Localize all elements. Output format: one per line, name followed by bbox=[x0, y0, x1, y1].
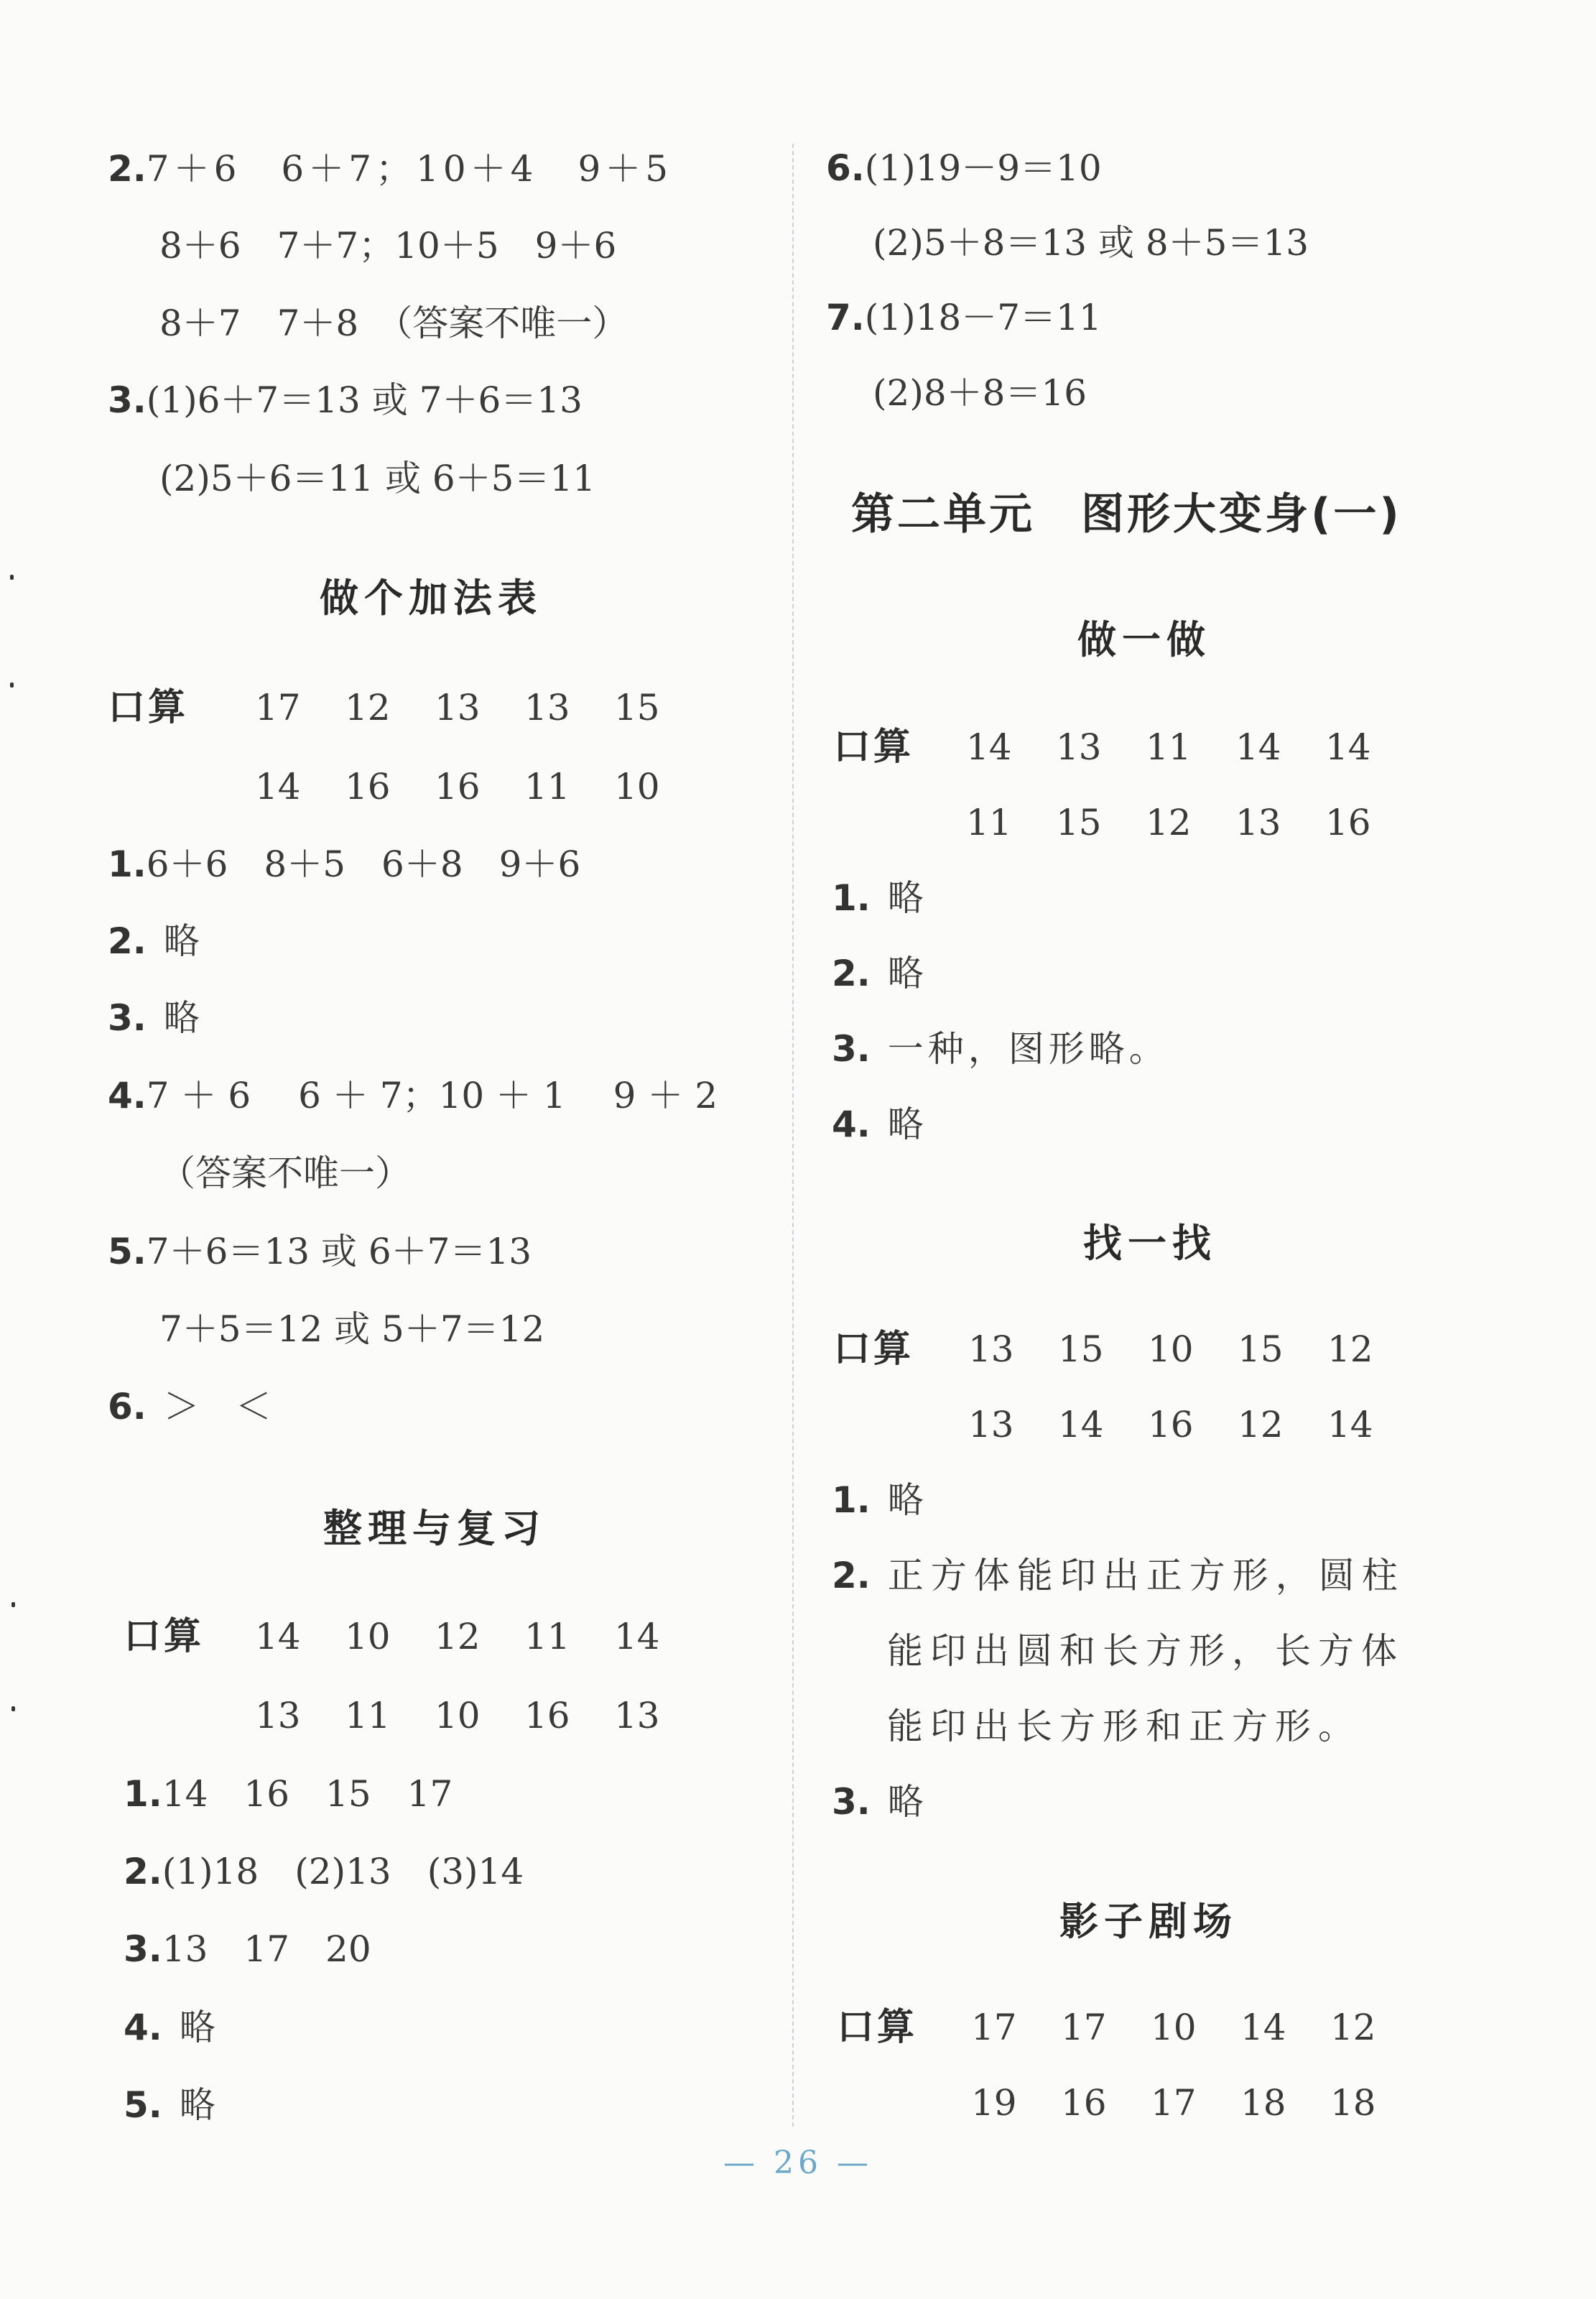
list-item: 3.13 17 20 bbox=[124, 1928, 371, 1970]
kousuan-value: 16 bbox=[1061, 2082, 1107, 2124]
kousuan-value: 11 bbox=[524, 766, 570, 808]
section-title-do-it: 做一做 bbox=[1077, 617, 1211, 662]
section-title-find-it: 找一找 bbox=[1083, 1221, 1217, 1266]
q7-row-1: 7.(1)18－7＝11 bbox=[826, 297, 1102, 338]
list-item: 2. 略 bbox=[108, 920, 200, 962]
kousuan-value: 14 bbox=[1058, 1404, 1104, 1445]
kousuan-value: 14 bbox=[966, 726, 1012, 768]
q2-row-3: 8＋7 7＋8 （答案不唯一） bbox=[159, 302, 628, 344]
kousuan-value: 12 bbox=[1327, 1328, 1373, 1370]
list-item: 6. ＞ ＜ bbox=[108, 1386, 272, 1428]
kousuan-value: 17 bbox=[255, 687, 301, 728]
kousuan-value: 16 bbox=[1148, 1404, 1194, 1445]
unit-title: 第二单元 图形大变身(一) bbox=[851, 489, 1402, 540]
kousuan-value: 14 bbox=[614, 1616, 660, 1657]
kousuan-value: 19 bbox=[971, 2082, 1017, 2124]
scan-speck bbox=[10, 683, 14, 688]
list-item: 2. 略 bbox=[832, 953, 924, 994]
kousuan-label-3: 口算 bbox=[833, 726, 914, 769]
kousuan-value: 11 bbox=[966, 802, 1012, 843]
kousuan-value: 14 bbox=[1325, 726, 1371, 768]
list-item: 3. 略 bbox=[832, 1781, 924, 1823]
section-title-review: 整理与复习 bbox=[323, 1506, 546, 1551]
kousuan-value: 17 bbox=[1151, 2082, 1197, 2124]
kousuan-value: 14 bbox=[1235, 726, 1281, 768]
kousuan-value: 15 bbox=[614, 687, 660, 728]
kousuan-value: 10 bbox=[614, 766, 660, 808]
list-item: 2. 正方体能印出正方形，圆柱 bbox=[832, 1555, 1405, 1596]
q6-row-2: (2)5＋8＝13 或 8＋5＝13 bbox=[873, 222, 1309, 264]
kousuan-value: 17 bbox=[971, 2007, 1017, 2048]
page-number: — 26 — bbox=[723, 2145, 873, 2181]
kousuan-value: 12 bbox=[435, 1616, 481, 1657]
list-item: 3. 一种，图形略。 bbox=[832, 1028, 1169, 1070]
kousuan-value: 13 bbox=[255, 1695, 301, 1736]
kousuan-value: 13 bbox=[435, 687, 481, 728]
q2-row-2: 8＋6 7＋7；10＋5 9＋6 bbox=[159, 225, 617, 267]
q2-text-1: 7＋6 6＋7；10＋4 9＋5 bbox=[146, 148, 673, 190]
kousuan-value: 14 bbox=[1240, 2007, 1286, 2048]
q3-number: 3. bbox=[108, 379, 147, 421]
list-item: 2.(1)18 (2)13 (3)14 bbox=[124, 1851, 524, 1892]
list-item: 5. 略 bbox=[124, 2084, 215, 2126]
kousuan-value: 16 bbox=[1325, 802, 1371, 843]
q7-row-2: (2)8＋8＝16 bbox=[873, 372, 1087, 414]
section-title-addition-table: 做个加法表 bbox=[320, 575, 542, 621]
kousuan-value: 14 bbox=[255, 1616, 301, 1657]
kousuan-value: 15 bbox=[1056, 802, 1102, 843]
scan-speck bbox=[10, 575, 14, 580]
scan-speck bbox=[11, 1602, 15, 1607]
kousuan-value: 13 bbox=[524, 687, 570, 728]
kousuan-value: 16 bbox=[524, 1695, 570, 1736]
q2-row-1 bbox=[108, 147, 672, 190]
kousuan-value: 18 bbox=[1330, 2082, 1376, 2124]
kousuan-label-4: 口算 bbox=[833, 1328, 914, 1371]
list-item: 能印出长方形和正方形。 bbox=[887, 1706, 1361, 1747]
kousuan-value: 17 bbox=[1061, 2007, 1107, 2048]
kousuan-value: 11 bbox=[1146, 726, 1192, 768]
list-item: 7＋5＝12 或 5＋7＝12 bbox=[159, 1308, 545, 1350]
kousuan-value: 13 bbox=[968, 1328, 1014, 1370]
list-item: 3. 略 bbox=[108, 997, 200, 1039]
kousuan-value: 10 bbox=[1148, 1328, 1194, 1370]
kousuan-value: 10 bbox=[345, 1616, 391, 1657]
kousuan-label-2: 口算 bbox=[124, 1615, 205, 1658]
kousuan-value: 13 bbox=[1235, 802, 1281, 843]
kousuan-value: 15 bbox=[1058, 1328, 1104, 1370]
list-item: 5.7＋6＝13 或 6＋7＝13 bbox=[108, 1231, 532, 1272]
kousuan-value: 18 bbox=[1240, 2082, 1286, 2124]
kousuan-value: 14 bbox=[1327, 1404, 1373, 1445]
kousuan-value: 10 bbox=[435, 1695, 481, 1736]
list-item: 4. 略 bbox=[124, 2007, 215, 2048]
kousuan-value: 11 bbox=[345, 1695, 391, 1736]
kousuan-value: 16 bbox=[435, 766, 481, 808]
list-item: 1. 略 bbox=[832, 877, 924, 919]
q3-row-1 bbox=[108, 379, 583, 422]
kousuan-value: 12 bbox=[1146, 802, 1192, 843]
kousuan-value: 15 bbox=[1238, 1328, 1284, 1370]
kousuan-value: 11 bbox=[524, 1616, 570, 1657]
list-item: （答案不唯一） bbox=[159, 1152, 411, 1194]
section-title-shadow-theater: 影子剧场 bbox=[1059, 1899, 1238, 1944]
q3-row-2: (2)5＋6＝11 或 6＋5＝11 bbox=[159, 458, 596, 499]
kousuan-value: 10 bbox=[1151, 2007, 1197, 2048]
list-item: 能印出圆和长方形，长方体 bbox=[887, 1630, 1404, 1672]
q6-row-1: 6.(1)19－9＝10 bbox=[826, 147, 1102, 189]
kousuan-value: 13 bbox=[1056, 726, 1102, 768]
kousuan-value: 13 bbox=[968, 1404, 1014, 1445]
kousuan-value: 12 bbox=[1330, 2007, 1376, 2048]
q3-text-1: (1)6＋7＝13 或 7＋6＝13 bbox=[146, 379, 583, 421]
kousuan-value: 12 bbox=[345, 687, 391, 728]
kousuan-value: 12 bbox=[1238, 1404, 1284, 1445]
list-item: 1.6＋6 8＋5 6＋8 9＋6 bbox=[108, 843, 581, 885]
kousuan-value: 14 bbox=[255, 766, 301, 808]
list-item: 1.14 16 15 17 bbox=[124, 1773, 453, 1815]
list-item: 1. 略 bbox=[832, 1479, 924, 1521]
column-divider bbox=[792, 144, 794, 2127]
kousuan-value: 16 bbox=[345, 766, 391, 808]
list-item: 4.7 ＋ 6 6 ＋ 7；10 ＋ 1 9 ＋ 2 bbox=[108, 1075, 718, 1116]
kousuan-label-5: 口算 bbox=[837, 2006, 918, 2049]
scan-speck bbox=[11, 1706, 15, 1711]
kousuan-label-1: 口算 bbox=[108, 686, 189, 729]
list-item: 4. 略 bbox=[832, 1104, 924, 1145]
q2-number: 2. bbox=[108, 148, 147, 190]
kousuan-value: 13 bbox=[614, 1695, 660, 1736]
